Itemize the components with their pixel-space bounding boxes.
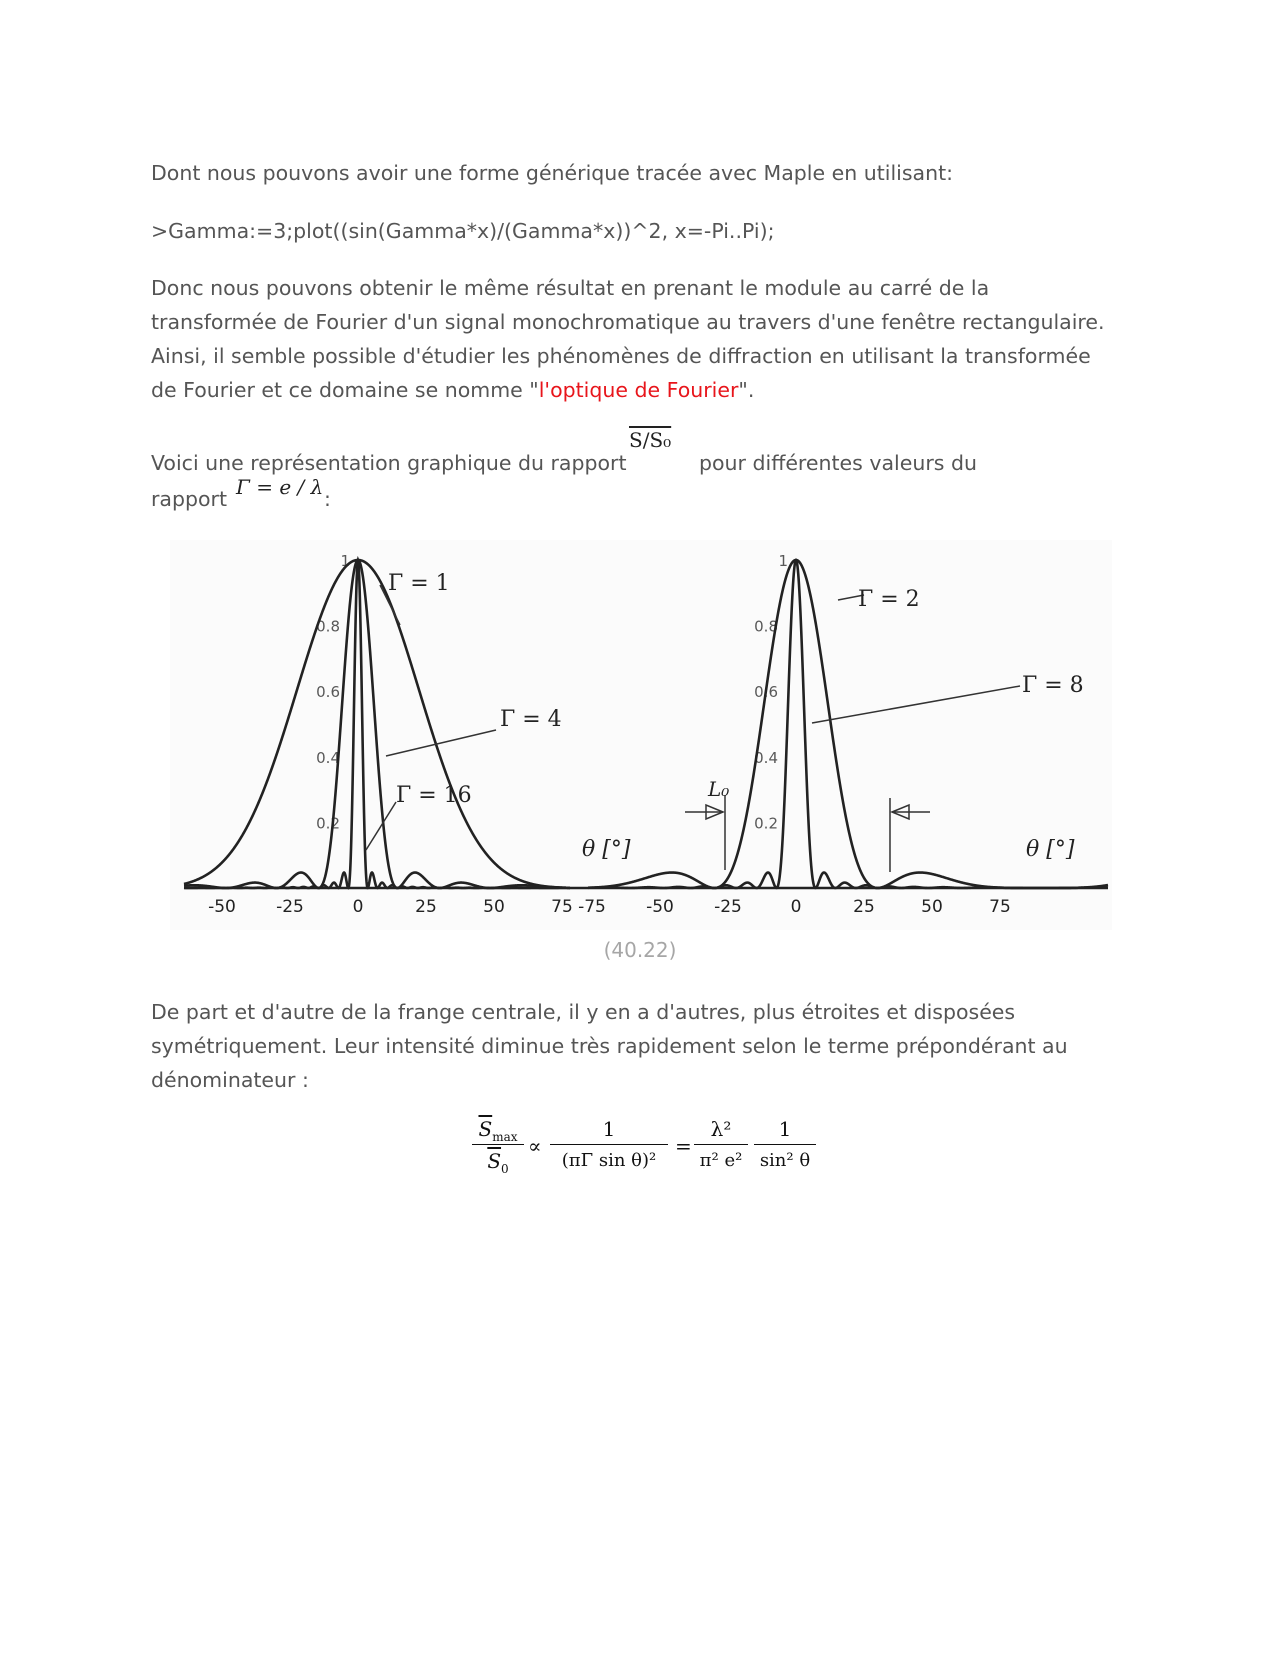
x-tick-label: 25	[853, 897, 875, 917]
x-tick-label: -75	[578, 897, 606, 917]
x-tick-label: 75	[551, 897, 573, 917]
y-tick-label: 0.2	[754, 814, 778, 833]
label-gamma-8: Γ = 8	[1022, 673, 1084, 698]
intensity-formula	[472, 1114, 812, 1190]
ratio-text-4: :	[324, 487, 331, 511]
fringe-paragraph: De part et d'autre de la frange centrale, il y en a d'autres, plus étroites et disposées symétriquement. Leur intensité diminue très rapidement selon le terme prépondérant au dénominateur :	[151, 1000, 1068, 1092]
label-gamma-16: Γ = 16	[396, 783, 472, 808]
x-tick-label: -25	[714, 897, 742, 917]
x-tick-label: 25	[415, 897, 437, 917]
gamma-math: Γ = e / λ	[236, 475, 324, 499]
label-gamma-1: Γ = 1	[388, 571, 450, 596]
formula-frac2-den: π² e²	[694, 1144, 748, 1177]
formula-lhs-num-sub: max	[492, 1130, 518, 1144]
y-tick-label: 1	[340, 552, 350, 570]
figure-caption: (40.22)	[603, 938, 677, 962]
formula-frac1-num: 1	[602, 1117, 616, 1141]
x-tick-label: 75	[989, 897, 1011, 917]
formula-frac1-den: (πΓ sin θ)²	[550, 1144, 668, 1177]
ratio-text-1: Voici une représentation graphique du rapport	[151, 451, 627, 475]
label-gamma-2: Γ = 2	[858, 587, 920, 612]
formula-lhs-num: $\overline{S}$	[478, 1117, 493, 1141]
formula-frac3-den: sin² θ	[754, 1144, 816, 1177]
formula-prop: ∝	[528, 1134, 542, 1158]
y-tick-label: 0.4	[316, 748, 340, 767]
fourier-paragraph	[151, 271, 1111, 407]
y-tick-label: 1	[778, 552, 788, 570]
fourier-paragraph-end: ".	[738, 378, 755, 402]
y-tick-label: 0.6	[754, 683, 778, 702]
ratio-math: S/S₀	[629, 428, 672, 452]
formula-frac2-num: λ²	[710, 1117, 732, 1141]
formula-frac3-num: 1	[778, 1117, 792, 1141]
l0-label: L₀	[708, 777, 730, 801]
maple-code: >Gamma:=3;plot((sin(Gamma*x)/(Gamma*x))^2, x=-Pi..Pi);	[151, 219, 775, 243]
figure-background	[170, 540, 1112, 930]
y-tick-label: 0.8	[316, 617, 340, 636]
x-tick-label: -50	[646, 897, 674, 917]
y-tick-label: 0.2	[316, 814, 340, 833]
fourier-paragraph-text: Donc nous pouvons obtenir le même résultat en prenant le module au carré de la transformée de Fourier d'un signal monochromatique au travers d'une fenêtre rectangulaire. Ainsi, il semble possible d'étudier les phénomènes de diffraction en utilisant la transformée de Fourier et ce domaine se nomme "	[151, 276, 1105, 402]
diffraction-figure	[170, 540, 1112, 930]
formula-lhs	[472, 1114, 524, 1177]
label-gamma-4: Γ = 4	[500, 707, 562, 732]
y-tick-label: 0.6	[316, 683, 340, 702]
ratio-text-2: pour différentes valeurs du	[699, 451, 977, 475]
y-tick-label: 0.4	[754, 748, 778, 767]
ratio-text-3: rapport	[151, 487, 228, 511]
formula-eq: =	[675, 1134, 692, 1158]
formula-lhs-den-sub: 0	[501, 1162, 509, 1176]
theta-label-left: θ [°]	[582, 837, 631, 862]
x-tick-label: -50	[208, 897, 236, 917]
x-tick-label: 50	[921, 897, 943, 917]
formula-frac3	[754, 1114, 816, 1177]
x-tick-label: 50	[483, 897, 505, 917]
x-tick-label: -25	[276, 897, 304, 917]
intro-line: Dont nous pouvons avoir une forme générique tracée avec Maple en utilisant:	[151, 161, 954, 185]
x-tick-label: 0	[352, 897, 364, 917]
y-tick-label: 0.8	[754, 617, 778, 636]
x-tick-label: 0	[790, 897, 802, 917]
fourier-optics-link[interactable]: l'optique de Fourier	[538, 378, 739, 402]
formula-frac2	[694, 1114, 748, 1177]
theta-label-right: θ [°]	[1026, 837, 1075, 862]
formula-lhs-den: $\overline{S}$	[487, 1149, 502, 1173]
formula-frac1	[550, 1114, 668, 1177]
